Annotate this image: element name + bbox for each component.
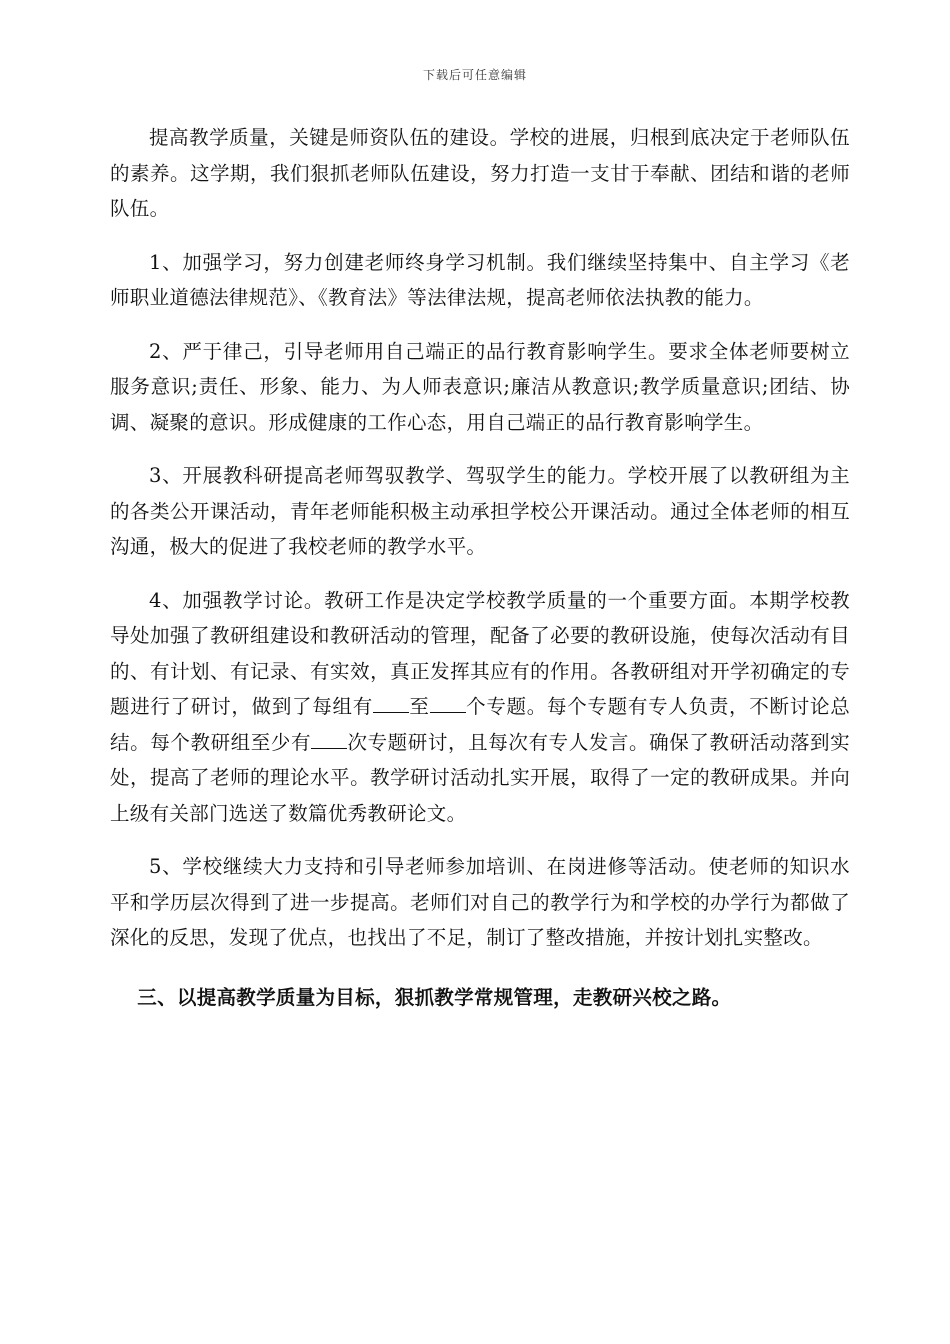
paragraph-item-4-part-3: 个专题。每个专题有专人负责，不断讨论总结。每个教研组至少有 (110, 695, 851, 754)
fill-blank-line (430, 696, 466, 713)
download-note: 下载后可任意编辑 (422, 68, 527, 82)
document-body (110, 120, 850, 1015)
paragraph-item-4-part-2: 至 (408, 695, 430, 718)
paragraph-item-4-part-4: 次专题研讨，且每次有专人发言。确保了教研活动落到实处，提高了老师的理论水平。教学研讨活动扎实开展，取得了一定的教研成果。并向上级有关部门选送了数篇优秀教研论文。 (110, 730, 850, 825)
paragraph-item-2: 2、严于律己，引导老师用自己端正的品行教育影响学生。要求全体老师要树立服务意识;责任、形象、能力、为人师表意识;廉洁从教意识;教学质量意识;团结、协调、凝聚的意识。形成健康的工作心态，用自己端正的品行教育影响学生。 (110, 339, 850, 434)
paragraph-item-4-part-1: 4、加强教学讨论。教研工作是决定学校教学质量的一个重要方面。本期学校教导处加强了教研组建设和教研活动的管理，配备了必要的教研设施，使每次活动有目的、有计划、有记录、有实效，真正发挥其应有的作用。各教研组对开学初确定的专题进行了研讨，做到了每组有 (110, 588, 850, 718)
paragraph-item-3: 3、开展教科研提高老师驾驭教学、驾驭学生的能力。学校开展了以教研组为主的各类公开课活动，青年老师能积极主动承担学校公开课活动。通过全体老师的相互沟通，极大的促进了我校老师的教学水平。 (110, 464, 850, 558)
fill-blank-line (373, 696, 409, 713)
section-heading: 三、以提高教学质量为目标，狠抓教学常规管理，走教研兴校之路。 (137, 985, 732, 1009)
paragraph-item-4 (110, 583, 850, 832)
fill-blank-line (311, 732, 347, 749)
paragraph-intro: 提高教学质量，关键是师资队伍的建设。学校的进展，归根到底决定于老师队伍的素养。这学期，我们狠抓老师队伍建设，努力打造一支甘于奉献、团结和谐的老师队伍。 (110, 126, 850, 220)
paragraph-item-5: 5、学校继续大力支持和引导老师参加培训、在岗进修等活动。使老师的知识水平和学历层次得到了进一步提高。老师们对自己的教学行为和学校的办学行为都做了深化的反思，发现了优点，也找出了不足，制订了整改措施，并按计划扎实整改。 (110, 855, 850, 949)
paragraph-item-1: 1、加强学习，努力创建老师终身学习机制。我们继续坚持集中、自主学习《老师职业道德法律规范》、《教育法》等法律法规，提高老师依法执教的能力。 (110, 250, 850, 309)
